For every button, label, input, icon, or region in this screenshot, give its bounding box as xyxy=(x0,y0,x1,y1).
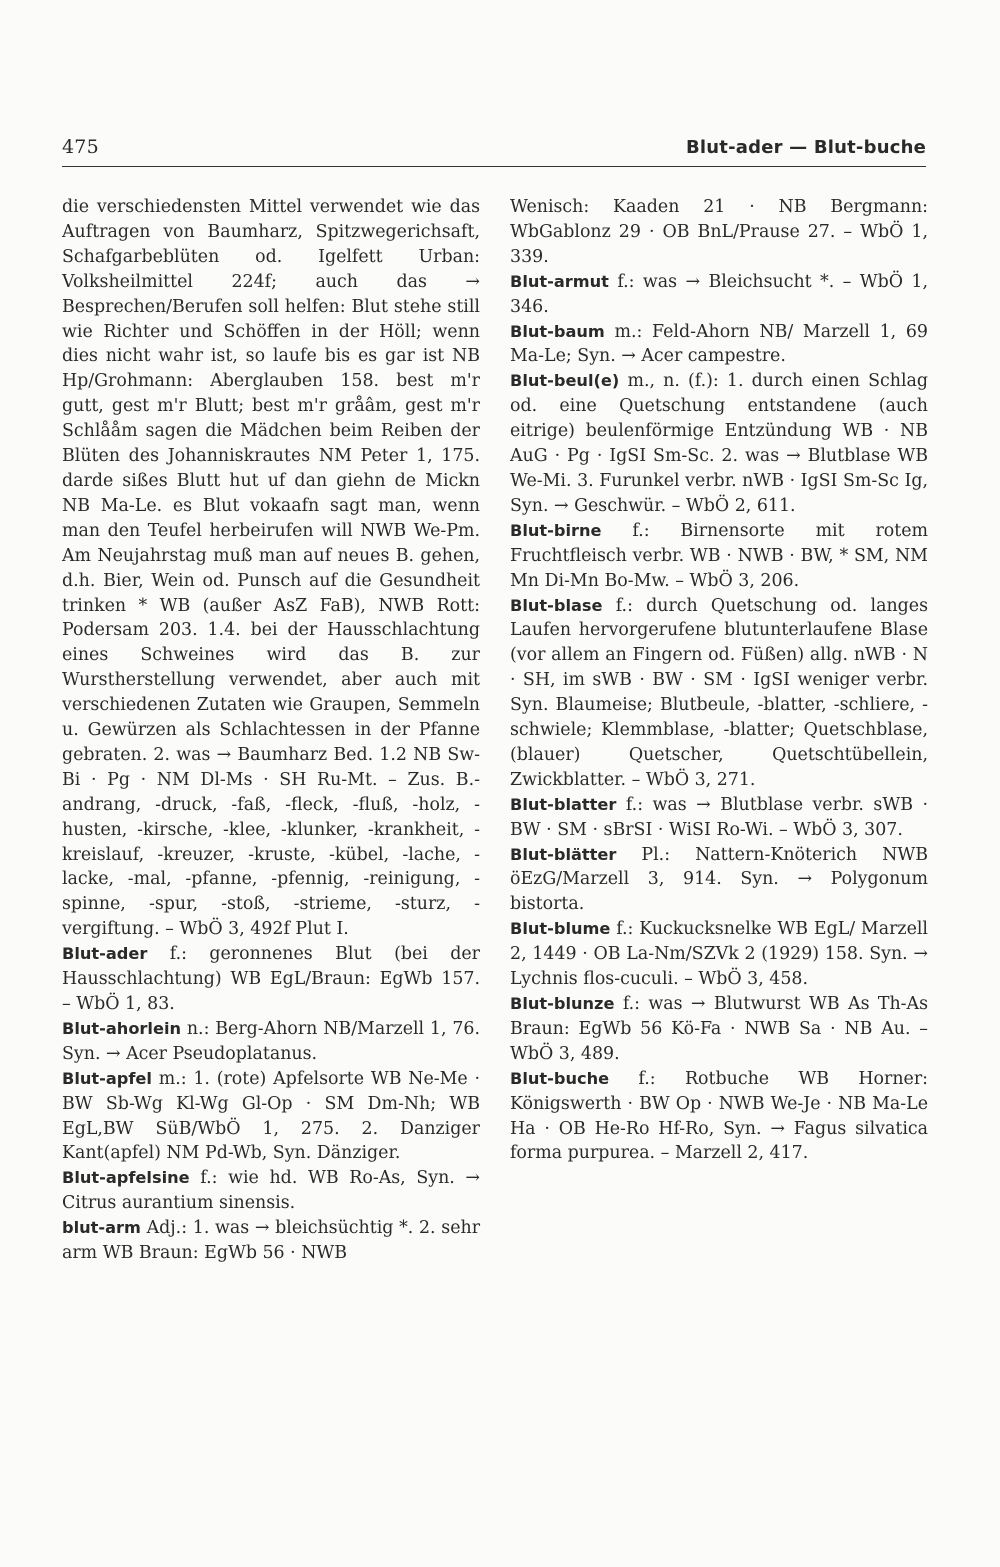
continuation-text: die verschiedensten Mittel verwendet wie das Auftragen von Baumharz, Spitzwegerichsaft, Schafgarbeblüten od. Igelfett Urban: Volksheilmittel 224f; auch das → Besprechen/Berufen soll helfen: Blut stehe still wie Richter und Schöffen in der Höll; wenn dies nicht wahr ist, so laufe bis es gar ist NB Hp/Grohmann: Aberglauben 158. best m'r gutt, gest m'r Blutt; best m'r gråâm, gest m'r Schlååm sagen die Mädchen beim Reiben der Blüten des Johanniskrautes NM Peter 1, 175. darde sißes Blutt hut uf dan giehn de Mickn NB Ma-Le. es Blut vokaafn sagt man, wenn man den Teufel herbeirufen will NWB We-Pm. Am Neujahrstag muß man auf neues B. gehen, d.h. Bier, Wein od. Punsch auf die Gesundheit trinken * WB (außer AsZ FaB), NWB Rott: Podersam 203. 1.4. bei der Hausschlachtung eines Schweines wird das B. zur Wurstherstellung verwendet, aber auch mit verschiedenen Zutaten wie Graupen, Semmeln u. Gewürzen als Schlachtessen in der Pfanne gebraten. 2. was → Baumharz Bed. 1.2 NB Sw-Bi · Pg · NM Dl-Ms · SH Ru-Mt. – Zus. B.-andrang, -druck, -faß, -fleck, -fluß, -holz, -husten, -kirsche, -klee, -klunker, -krankheit, -kreislauf, -kreuzer, -kruste, -kübel, -lache, -lacke, -mal, -pfanne, -pfennig, -reinigung, -spinne, -spur, -stoß, -strieme, -sturz, -vergiftung. – WbÖ 3, 492f Plut I. xyxy=(62,197,480,940)
entry-body: m.: Feld-Ahorn NB/ Marzell 1, 69 Ma-Le; Syn. → Acer campestre. xyxy=(510,321,928,367)
dictionary-entry xyxy=(510,843,928,918)
entry-body: m., n. (f.): 1. durch einen Schlag od. eine Quetschung entstandene (auch eitrige) beulenförmige Entzündung WB · NB AuG · Pg · IgSI Sm-Sc. 2. was → Blutblase WB We-Mi. 3. Furunkel verbr. nWB · IgSI Sm-Sc Ig, Syn. → Geschwür. – WbÖ 2, 611. xyxy=(510,371,929,516)
entry-body: n.: Berg-Ahorn NB/Marzell 1, 76. Syn. → Acer Pseudoplatanus. xyxy=(62,1018,480,1064)
left-column xyxy=(62,195,480,1266)
dictionary-entry xyxy=(510,320,928,370)
dictionary-entry xyxy=(510,1067,928,1167)
entry-body: m.: 1. (rote) Apfelsorte WB Ne-Me · BW Sb-Wg Kl-Wg Gl-Op · SM Dm-Nh; WB EgL,BW SüB/WbÖ 1, 275. 2. Danziger Kant(apfel) NM Pd-Wb, Syn. Dänziger. xyxy=(62,1068,481,1164)
entry-headword: Blut-birne xyxy=(510,520,602,540)
page-number: 475 xyxy=(62,136,99,158)
entry-headword: Blut-ader xyxy=(62,944,148,964)
entry-body: f.: wie hd. WB Ro-As, Syn. → Citrus aurantium sinensis. xyxy=(62,1168,480,1214)
right-column xyxy=(510,195,928,1166)
entry-body: f.: geronnenes Blut (bei der Hausschlachtung) WB EgL/Braun: EgWb 157. – WbÖ 1, 83. xyxy=(62,944,480,1014)
entry-body: f.: Rotbuche WB Horner: Königswerth · BW Op · NWB We-Je · NB Ma-Le Ha · OB He-Ro Hf-Ro, Syn. → Fagus silvatica forma purpurea. – Marzell 2, 417. xyxy=(510,1068,928,1164)
entry-headword: Blut-blätter xyxy=(510,844,617,864)
continuation-text: Wenisch: Kaaden 21 · NB Bergmann: WbGablonz 29 · OB BnL/Prause 27. – WbÖ 1, 339. xyxy=(510,197,928,267)
entry-body: f.: was → Blutblase verbr. sWB · BW · SM · sBrSI · WiSI Ro-Wi. – WbÖ 3, 307. xyxy=(510,794,928,840)
dictionary-entry xyxy=(510,992,928,1067)
entry-headword: Blut-baum xyxy=(510,321,605,341)
entry-headword: Blut-buche xyxy=(510,1068,610,1088)
entry-headword: Blut-apfelsine xyxy=(62,1168,190,1188)
entry-headword: Blut-ahorlein xyxy=(62,1018,182,1038)
entry-body: f.: Kuckucksnelke WB EgL/ Marzell 2, 1449 · OB La-Nm/SZVk 2 (1929) 158. Syn. → Lychnis flos-cuculi. – WbÖ 3, 458. xyxy=(510,919,928,990)
entry-headword: Blut-blase xyxy=(510,595,603,615)
dictionary-entry xyxy=(510,270,928,320)
entry-headword: Blut-blatter xyxy=(510,794,617,814)
entry-headword: Blut-blunze xyxy=(510,994,615,1013)
dictionary-entry xyxy=(510,793,928,843)
dictionary-entry xyxy=(62,1166,480,1216)
page-header xyxy=(62,136,926,158)
dictionary-entry xyxy=(62,942,480,1017)
header-rule xyxy=(62,166,926,167)
entry-headword: Blut-armut xyxy=(510,271,609,291)
entry-body: f.: Birnensorte mit rotem Fruchtfleisch verbr. WB · NWB · BW, * SM, NM Mn Di-Mn Bo-Mw. – WbÖ 3, 206. xyxy=(510,520,928,591)
entry-body: f.: was → Bleichsucht *. – WbÖ 1, 346. xyxy=(510,271,928,317)
dictionary-entry xyxy=(510,917,928,992)
entry-headword: Blut-blume xyxy=(510,919,611,939)
entry-body: f.: durch Quetschung od. langes Laufen hervorgerufene blutunterlaufene Blase (vor allem an Fingern od. Füßen) allg. nWB · N · SH, im sWB · BW · SM · IgSI weniger verbr. Syn. Blaumeise; Blutbeule, -blatter, -schliere, -schwiele; Klemmblase, -blatter; Quetschblase, (blauer) Quetscher, Quetschtübellein, Zwickblatter. – WbÖ 3, 271. xyxy=(510,595,928,790)
dictionary-entry xyxy=(510,594,928,793)
entry-body: Adj.: 1. was → bleichsüchtig *. 2. sehr arm WB Braun: EgWb 56 · NWB xyxy=(62,1218,481,1264)
dictionary-entry xyxy=(62,1017,480,1067)
entry-body: Pl.: Nattern-Knöterich NWB öEzG/Marzell 3, 914. Syn. → Polygonum bistorta. xyxy=(510,844,928,915)
dictionary-entry xyxy=(510,369,928,518)
dictionary-entry xyxy=(62,1216,480,1266)
dictionary-entry xyxy=(62,1067,480,1167)
entry-body: f.: was → Blutwurst WB As Th-As Braun: EgWb 56 Kö-Fa · NWB Sa · NB Au. – WbÖ 3, 489. xyxy=(510,994,929,1064)
entry-headword: blut-arm xyxy=(62,1218,141,1238)
entry-headword: Blut-beul(e) xyxy=(510,371,620,391)
dictionary-entry xyxy=(510,519,928,594)
entry-headword: Blut-apfel xyxy=(62,1068,152,1088)
running-title: Blut-ader — Blut-buche xyxy=(686,137,926,158)
